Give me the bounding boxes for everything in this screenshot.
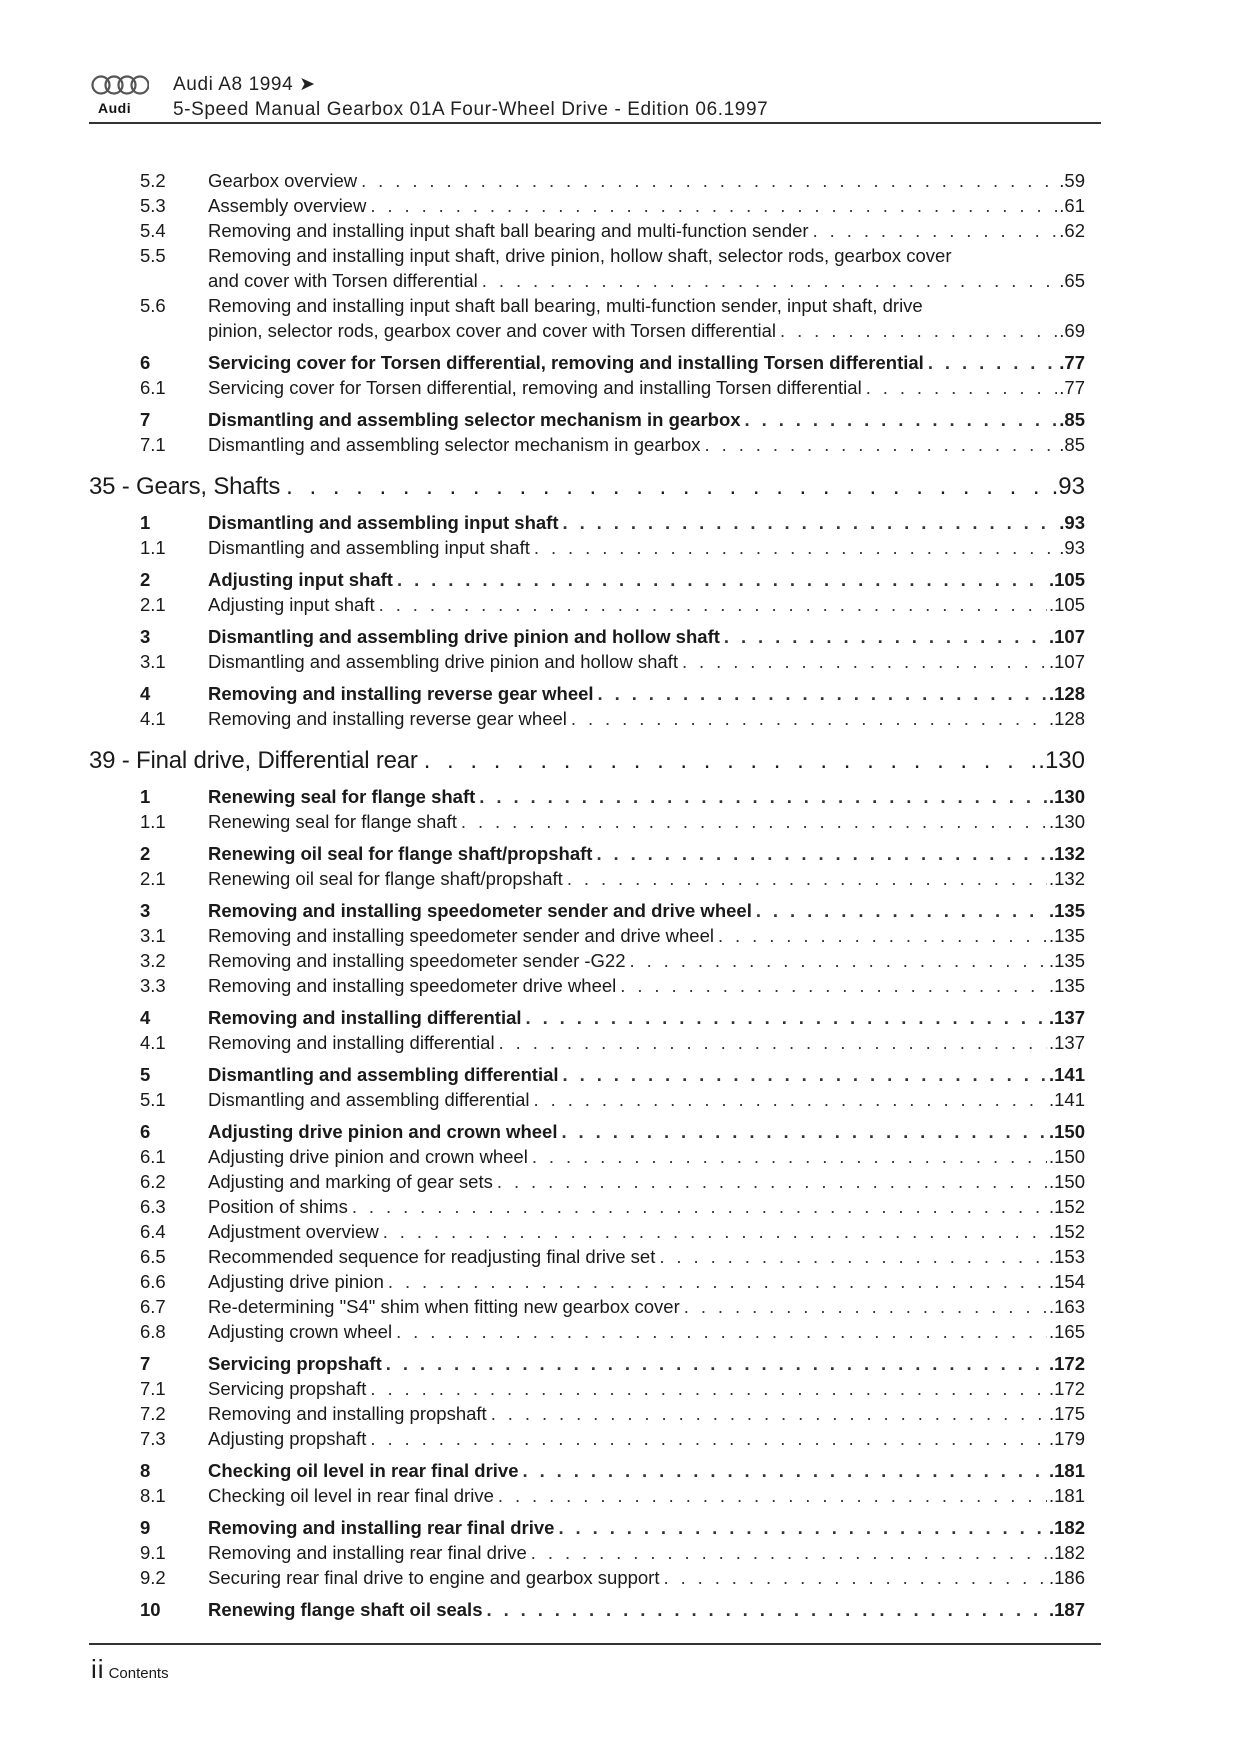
toc-entry-title[interactable]: Checking oil level in rear final drive xyxy=(208,1485,494,1506)
toc-entry-number: 9 xyxy=(140,1517,151,1538)
dot-leader xyxy=(561,1119,1047,1144)
toc-entry-title[interactable]: Servicing cover for Torsen differential, removing and installing Torsen differential xyxy=(208,352,924,373)
toc-entry-page[interactable]: .107 xyxy=(1048,626,1085,647)
dot-leader xyxy=(659,1244,1047,1269)
toc-entry-number: 4.1 xyxy=(140,708,166,729)
footer-label: Contents xyxy=(108,1665,169,1682)
toc-entry-page[interactable]: .152 xyxy=(1048,1221,1085,1242)
toc-entry-number: 6.8 xyxy=(140,1321,166,1342)
toc-entry[interactable] xyxy=(89,866,1085,891)
toc-entry-title[interactable]: Dismantling and assembling input shaft xyxy=(208,512,559,533)
document-title: Audi A8 1994 ➤ xyxy=(173,74,316,95)
toc-entry-title[interactable]: Adjusting drive pinion xyxy=(208,1271,384,1292)
toc-entry-number: 2.1 xyxy=(140,868,166,889)
toc-entry-title[interactable]: Dismantling and assembling drive pinion and hollow shaft xyxy=(208,651,678,672)
toc-entry[interactable] xyxy=(89,1401,1085,1426)
toc-entry-page[interactable]: .179 xyxy=(1048,1428,1085,1449)
audi-wordmark: Audi xyxy=(98,100,132,116)
toc-entry-title[interactable]: Dismantling and assembling input shaft xyxy=(208,537,530,558)
toc-entry[interactable] xyxy=(89,1062,1085,1087)
toc-entry[interactable] xyxy=(89,1030,1085,1055)
toc-entry-number: 3.1 xyxy=(140,925,166,946)
toc-entry[interactable] xyxy=(89,649,1085,674)
toc-entry-page[interactable]: .141 xyxy=(1048,1089,1085,1110)
toc-entry-number: 8 xyxy=(140,1460,151,1481)
dot-leader xyxy=(620,973,1047,998)
toc-entry[interactable] xyxy=(89,1219,1085,1244)
toc-entry[interactable] xyxy=(89,898,1085,923)
toc-entry-title[interactable]: Renewing seal for flange shaft xyxy=(208,786,476,807)
toc-entry-page[interactable]: .93 xyxy=(1059,537,1085,558)
toc-entry-title[interactable]: Renewing seal for flange shaft xyxy=(208,811,457,832)
dot-leader xyxy=(386,1351,1047,1376)
toc-entry-number: 4.1 xyxy=(140,1032,166,1053)
dot-leader xyxy=(630,948,1047,973)
toc-entry-page[interactable]: .181 xyxy=(1048,1485,1085,1506)
dot-leader xyxy=(523,1458,1047,1483)
toc-entry[interactable] xyxy=(89,948,1085,973)
toc-entry-page[interactable]: .182 xyxy=(1048,1517,1085,1538)
toc-entry-number: 7.1 xyxy=(140,434,166,455)
toc-entry[interactable] xyxy=(89,841,1085,866)
toc-entry-number: 3 xyxy=(140,900,151,921)
toc-entry[interactable] xyxy=(89,923,1085,948)
toc-entry[interactable] xyxy=(89,535,1085,560)
toc-entry-page[interactable]: .128 xyxy=(1048,683,1085,704)
document-subtitle: 5-Speed Manual Gearbox 01A Four-Wheel Drive - Edition 06.1997 xyxy=(173,99,769,120)
toc-entry-title-continued[interactable]: pinion, selector rods, gearbox cover and cover with Torsen differential xyxy=(208,320,776,341)
toc-entry-title[interactable]: Adjusting propshaft xyxy=(208,1428,367,1449)
toc-entry-number: 6.7 xyxy=(140,1296,166,1317)
toc-entry-page[interactable]: .62 xyxy=(1059,220,1085,241)
toc-entry-title[interactable]: Removing and installing rear final drive xyxy=(208,1542,527,1563)
toc-entry-page[interactable]: .135 xyxy=(1048,950,1085,971)
toc-entry-page[interactable]: .187 xyxy=(1048,1599,1085,1620)
toc-entry-number: 5.2 xyxy=(140,170,166,191)
toc-entry-page[interactable]: .150 xyxy=(1048,1171,1085,1192)
dot-leader xyxy=(286,471,1049,503)
dot-leader xyxy=(558,1515,1047,1540)
toc-entry-number: 6 xyxy=(140,1121,151,1142)
toc-entry-page[interactable]: .85 xyxy=(1059,434,1085,455)
chapter-title[interactable]: 35 - Gears, Shafts xyxy=(89,473,281,500)
dot-leader xyxy=(531,1540,1047,1565)
header-divider xyxy=(89,122,1101,124)
toc-entry-title[interactable]: Removing and installing differential xyxy=(208,1032,495,1053)
dot-leader xyxy=(383,1219,1047,1244)
toc-entry-number: 1 xyxy=(140,786,151,807)
toc-entry-number: 4 xyxy=(140,683,151,704)
dot-leader xyxy=(567,866,1047,891)
page-number: ii xyxy=(91,1654,105,1684)
dot-leader xyxy=(663,1565,1047,1590)
toc-entry[interactable] xyxy=(89,706,1085,731)
toc-entry-number: 7.2 xyxy=(140,1403,166,1424)
toc-entry[interactable] xyxy=(89,1244,1085,1269)
toc-entry-title[interactable]: Removing and installing differential xyxy=(208,1007,522,1028)
toc-entry-page[interactable]: .59 xyxy=(1059,170,1085,191)
dot-leader xyxy=(497,1169,1047,1194)
toc-entry-page[interactable]: .77 xyxy=(1059,377,1085,398)
toc-entry-title[interactable]: Checking oil level in rear final drive xyxy=(208,1460,519,1481)
dot-leader xyxy=(396,1319,1047,1344)
dot-leader xyxy=(491,1401,1047,1426)
toc-entry-page[interactable]: .182 xyxy=(1048,1542,1085,1563)
toc-entry-title[interactable]: Removing and installing speedometer sender and drive wheel xyxy=(208,925,714,946)
toc-entry-title[interactable]: Recommended sequence for readjusting final drive set xyxy=(208,1246,656,1267)
toc-chapter-heading[interactable] xyxy=(89,745,1085,777)
toc-entry[interactable] xyxy=(89,218,1085,243)
toc-entry-page[interactable]: .165 xyxy=(1048,1321,1085,1342)
toc-entry-title[interactable]: Dismantling and assembling differential xyxy=(208,1089,530,1110)
toc-entry-title[interactable]: Adjusting crown wheel xyxy=(208,1321,393,1342)
chapter-page[interactable]: .93 xyxy=(1051,473,1085,500)
toc-entry[interactable] xyxy=(89,1540,1085,1565)
toc-entry[interactable] xyxy=(89,193,1085,218)
toc-entry[interactable] xyxy=(89,784,1085,809)
toc-entry-number: 6.4 xyxy=(140,1221,166,1242)
toc-entry-page[interactable]: .61 xyxy=(1059,195,1085,216)
toc-entry-number: 5.5 xyxy=(140,245,166,266)
toc-entry[interactable] xyxy=(89,1144,1085,1169)
toc-entry-number: 1.1 xyxy=(140,537,166,558)
toc-entry[interactable] xyxy=(89,168,1085,193)
toc-entry[interactable] xyxy=(89,1483,1085,1508)
dot-leader xyxy=(928,350,1057,375)
dot-leader xyxy=(352,1194,1047,1219)
toc-entry-title[interactable]: Dismantling and assembling drive pinion and hollow shaft xyxy=(208,626,720,647)
toc-entry-title[interactable]: Gearbox overview xyxy=(208,170,358,191)
toc-entry-title[interactable]: Renewing oil seal for flange shaft/propshaft xyxy=(208,868,563,889)
dot-leader xyxy=(379,592,1047,617)
audi-rings-logo-icon xyxy=(91,74,149,96)
toc-entry-number: 6.3 xyxy=(140,1196,166,1217)
toc-entry-number: 2 xyxy=(140,843,151,864)
dot-leader xyxy=(397,567,1047,592)
toc-entry-number: 9.2 xyxy=(140,1567,166,1588)
toc-entry[interactable] xyxy=(89,1119,1085,1144)
dot-leader xyxy=(370,1426,1047,1451)
toc-entry-title[interactable]: Removing and installing speedometer sender and drive wheel xyxy=(208,900,752,921)
toc-entry-number: 7 xyxy=(140,409,151,430)
toc-entry-number: 1.1 xyxy=(140,811,166,832)
toc-entry-number: 4 xyxy=(140,1007,151,1028)
toc-entry-number: 7.1 xyxy=(140,1378,166,1399)
toc-entry[interactable] xyxy=(89,1269,1085,1294)
toc-entry-number: 9.1 xyxy=(140,1542,166,1563)
toc-entry-page[interactable]: .69 xyxy=(1059,320,1085,341)
toc-entry[interactable] xyxy=(89,1005,1085,1030)
dot-leader xyxy=(482,268,1058,293)
dot-leader xyxy=(479,784,1047,809)
dot-leader xyxy=(598,681,1047,706)
toc-entry-page[interactable]: .105 xyxy=(1048,569,1085,590)
toc-entry-page[interactable]: .132 xyxy=(1048,868,1085,889)
toc-entry-number: 6.1 xyxy=(140,377,166,398)
dot-leader xyxy=(682,649,1047,674)
toc-entry-title[interactable]: Position of shims xyxy=(208,1196,348,1217)
dot-leader xyxy=(498,1483,1047,1508)
toc-entry-title[interactable]: Removing and installing rear final drive xyxy=(208,1517,555,1538)
toc-entry[interactable] xyxy=(89,1515,1085,1540)
toc-entry-title-continued[interactable]: and cover with Torsen differential xyxy=(208,270,478,291)
toc-entry[interactable] xyxy=(89,1169,1085,1194)
toc-entry[interactable] xyxy=(89,1376,1085,1401)
toc-entry[interactable] xyxy=(89,293,1085,343)
toc-entry-page[interactable]: .172 xyxy=(1048,1378,1085,1399)
toc-entry-title[interactable]: Removing and installing reverse gear wheel xyxy=(208,683,594,704)
dot-leader xyxy=(499,1030,1047,1055)
dot-leader xyxy=(705,432,1058,457)
toc-entry-number: 3.1 xyxy=(140,651,166,672)
toc-entry-page[interactable]: .93 xyxy=(1059,512,1085,533)
dot-leader xyxy=(526,1005,1047,1030)
dot-leader xyxy=(370,193,1057,218)
dot-leader xyxy=(866,375,1058,400)
toc-entry-number: 5.6 xyxy=(140,295,166,316)
toc-entry[interactable] xyxy=(89,510,1085,535)
toc-entry-title[interactable]: Removing and installing input shaft, drive pinion, hollow shaft, selector rods, gearbox cover xyxy=(208,245,952,266)
dot-leader xyxy=(745,407,1058,432)
toc-entry-page[interactable]: .152 xyxy=(1048,1196,1085,1217)
toc-entry-page[interactable]: .137 xyxy=(1048,1032,1085,1053)
toc-entry-number: 2 xyxy=(140,569,151,590)
toc-entry-page[interactable]: .77 xyxy=(1059,352,1085,373)
toc-entry-title[interactable]: Adjustment overview xyxy=(208,1221,379,1242)
toc-entry[interactable] xyxy=(89,624,1085,649)
toc-entry-number: 2.1 xyxy=(140,594,166,615)
toc-entry-page[interactable]: .135 xyxy=(1048,925,1085,946)
toc-entry-title[interactable]: Dismantling and assembling differential xyxy=(208,1064,559,1085)
toc-entry-number: 6.1 xyxy=(140,1146,166,1167)
toc-entry-title[interactable]: Assembly overview xyxy=(208,195,367,216)
toc-entry[interactable] xyxy=(89,1426,1085,1451)
toc-entry-page[interactable]: .128 xyxy=(1048,708,1085,729)
toc-entry-title[interactable]: Renewing oil seal for flange shaft/propshaft xyxy=(208,843,593,864)
toc-entry-number: 6.2 xyxy=(140,1171,166,1192)
toc-entry-title[interactable]: Adjusting input shaft xyxy=(208,569,393,590)
toc-entry-page[interactable]: .150 xyxy=(1048,1121,1085,1142)
dot-leader xyxy=(486,1597,1047,1622)
toc-entry-number: 7.3 xyxy=(140,1428,166,1449)
toc-entry-page[interactable]: .172 xyxy=(1048,1353,1085,1374)
toc-entry-page[interactable]: .135 xyxy=(1048,975,1085,996)
toc-entry-title[interactable]: Removing and installing input shaft ball bearing, multi-function sender, input shaft, drive xyxy=(208,295,923,316)
toc-entry-title[interactable]: Adjusting drive pinion and crown wheel xyxy=(208,1121,558,1142)
toc-entry[interactable] xyxy=(89,350,1085,375)
toc-entry-page[interactable]: .130 xyxy=(1048,786,1085,807)
toc-entry-page[interactable]: .107 xyxy=(1048,651,1085,672)
toc-entry-title[interactable]: Adjusting drive pinion and crown wheel xyxy=(208,1146,528,1167)
dot-leader xyxy=(534,1087,1047,1112)
toc-entry-page[interactable]: .150 xyxy=(1048,1146,1085,1167)
toc-entry[interactable] xyxy=(89,432,1085,457)
toc-entry-number: 3 xyxy=(140,626,151,647)
toc-entry-page[interactable]: .130 xyxy=(1048,811,1085,832)
toc-entry[interactable] xyxy=(89,243,1085,293)
toc-entry-title[interactable]: Securing rear final drive to engine and gearbox support xyxy=(208,1567,660,1588)
dot-leader xyxy=(388,1269,1047,1294)
toc-entry-number: 3.2 xyxy=(140,950,166,971)
dot-leader xyxy=(718,923,1047,948)
toc-entry-title[interactable]: Removing and installing reverse gear wheel xyxy=(208,708,567,729)
footer-divider xyxy=(89,1643,1101,1645)
dot-leader xyxy=(756,898,1047,923)
toc-entry-page[interactable]: .181 xyxy=(1048,1460,1085,1481)
page-footer xyxy=(91,1654,169,1685)
toc-entry[interactable] xyxy=(89,1194,1085,1219)
dot-leader xyxy=(780,318,1057,343)
toc-entry-page[interactable]: .85 xyxy=(1059,409,1085,430)
dot-leader xyxy=(724,624,1047,649)
toc-entry-page[interactable]: .135 xyxy=(1048,900,1085,921)
toc-entry-page[interactable]: .137 xyxy=(1048,1007,1085,1028)
dot-leader xyxy=(684,1294,1047,1319)
toc-entry-number: 1 xyxy=(140,512,151,533)
toc-entry-number: 10 xyxy=(140,1599,161,1620)
toc-entry[interactable] xyxy=(89,1565,1085,1590)
toc-entry-title[interactable]: Servicing propshaft xyxy=(208,1353,382,1374)
dot-leader xyxy=(596,841,1047,866)
dot-leader xyxy=(424,745,1037,777)
toc-entry-title[interactable]: Removing and installing speedometer drive wheel xyxy=(208,975,617,996)
toc-entry[interactable] xyxy=(89,1319,1085,1344)
dot-leader xyxy=(563,1062,1047,1087)
toc-entry-page[interactable]: .154 xyxy=(1048,1271,1085,1292)
toc-entry-number: 8.1 xyxy=(140,1485,166,1506)
toc-entry[interactable] xyxy=(89,1087,1085,1112)
toc-entry-title[interactable]: Renewing flange shaft oil seals xyxy=(208,1599,483,1620)
toc-entry-title[interactable]: Removing and installing propshaft xyxy=(208,1403,487,1424)
toc-entry-page[interactable]: .105 xyxy=(1048,594,1085,615)
toc-entry-page[interactable]: .132 xyxy=(1048,843,1085,864)
toc-chapter-heading[interactable] xyxy=(89,471,1085,503)
toc-entry-title[interactable]: Re-determining "S4" shim when fitting new gearbox cover xyxy=(208,1296,680,1317)
toc-entry-title[interactable]: Servicing cover for Torsen differential, removing and installing Torsen differential xyxy=(208,377,862,398)
toc-entry[interactable] xyxy=(89,592,1085,617)
toc-entry[interactable] xyxy=(89,973,1085,998)
toc-entry-page[interactable]: .141 xyxy=(1048,1064,1085,1085)
toc-entry[interactable] xyxy=(89,567,1085,592)
dot-leader xyxy=(532,1144,1047,1169)
table-of-contents xyxy=(89,168,1085,1622)
toc-entry-page[interactable]: .175 xyxy=(1048,1403,1085,1424)
toc-entry-title[interactable]: Dismantling and assembling selector mechanism in gearbox xyxy=(208,409,741,430)
toc-entry[interactable] xyxy=(89,1458,1085,1483)
toc-entry[interactable] xyxy=(89,681,1085,706)
toc-entry-page[interactable]: .153 xyxy=(1048,1246,1085,1267)
toc-entry-title[interactable]: Dismantling and assembling selector mechanism in gearbox xyxy=(208,434,701,455)
toc-entry-page[interactable]: .163 xyxy=(1048,1296,1085,1317)
toc-entry-title[interactable]: Adjusting input shaft xyxy=(208,594,375,615)
toc-entry-page[interactable]: .65 xyxy=(1059,270,1085,291)
toc-entry-title[interactable]: Adjusting and marking of gear sets xyxy=(208,1171,493,1192)
chapter-page[interactable]: .130 xyxy=(1038,747,1085,774)
toc-entry[interactable] xyxy=(89,809,1085,834)
dot-leader xyxy=(571,706,1047,731)
toc-entry-number: 5.4 xyxy=(140,220,166,241)
toc-entry-number: 5.3 xyxy=(140,195,166,216)
toc-entry[interactable] xyxy=(89,1294,1085,1319)
chapter-title[interactable]: 39 - Final drive, Differential rear xyxy=(89,747,418,774)
toc-entry-number: 5.1 xyxy=(140,1089,166,1110)
dot-leader xyxy=(370,1376,1047,1401)
toc-entry-number: 6.5 xyxy=(140,1246,166,1267)
toc-entry-page[interactable]: .186 xyxy=(1048,1567,1085,1588)
toc-entry-title[interactable]: Removing and installing input shaft ball bearing and multi-function sender xyxy=(208,220,809,241)
toc-entry-title[interactable]: Servicing propshaft xyxy=(208,1378,367,1399)
toc-entry[interactable] xyxy=(89,1597,1085,1622)
dot-leader xyxy=(813,218,1058,243)
toc-entry-number: 5 xyxy=(140,1064,151,1085)
toc-entry-number: 6 xyxy=(140,352,151,373)
toc-entry-number: 3.3 xyxy=(140,975,166,996)
dot-leader xyxy=(534,535,1057,560)
dot-leader xyxy=(361,168,1057,193)
toc-entry-number: 7 xyxy=(140,1353,151,1374)
dot-leader xyxy=(563,510,1058,535)
toc-entry-title[interactable]: Removing and installing speedometer sender -G22 xyxy=(208,950,626,971)
toc-entry[interactable] xyxy=(89,375,1085,400)
toc-entry[interactable] xyxy=(89,407,1085,432)
toc-entry[interactable] xyxy=(89,1351,1085,1376)
dot-leader xyxy=(461,809,1047,834)
toc-entry-number: 6.6 xyxy=(140,1271,166,1292)
